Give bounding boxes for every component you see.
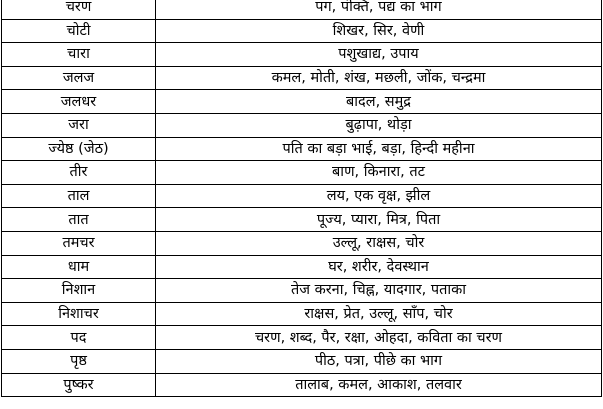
word-cell: चोटी: [2, 19, 156, 43]
meaning-cell: तालाब, कमल, आकाश, तलवार: [156, 373, 602, 397]
meaning-cell: राक्षस, प्रेत, उल्लू, साँप, चोर: [156, 302, 602, 326]
word-cell: तीर: [2, 161, 156, 185]
meaning-cell: पति का बड़ा भाई, बड़ा, हिन्दी महीना: [156, 137, 602, 161]
word-cell: पद: [2, 326, 156, 350]
table-row: [2, 137, 602, 161]
table-row: [2, 90, 602, 114]
table-row: [2, 231, 602, 255]
meaning-cell: शिखर, सिर, वेणी: [156, 19, 602, 43]
table-row: [2, 43, 602, 67]
meaning-cell: तेज करना, चिह्न, यादगार, पताका: [156, 279, 602, 303]
word-cell: ज्येष्ठ (जेठ): [2, 137, 156, 161]
word-cell: तात: [2, 208, 156, 232]
table-row: [2, 373, 602, 397]
meaning-cell: उल्लू, राक्षस, चोर: [156, 231, 602, 255]
meaning-cell: पीठ, पत्रा, पीछे का भाग: [156, 349, 602, 373]
meaning-cell: लय, एक वृक्ष, झील: [156, 184, 602, 208]
word-cell: तमचर: [2, 231, 156, 255]
meaning-cell: बादल, समुद्र: [156, 90, 602, 114]
word-meaning-table: [1, 0, 602, 397]
word-cell: जलधर: [2, 90, 156, 114]
table-row: [2, 255, 602, 279]
word-cell: निशान: [2, 279, 156, 303]
word-cell: निशाचर: [2, 302, 156, 326]
word-cell: जलज: [2, 66, 156, 90]
table-row: [2, 66, 602, 90]
word-cell: धाम: [2, 255, 156, 279]
word-cell: पृष्ठ: [2, 349, 156, 373]
table-row: [2, 19, 602, 43]
meaning-cell: घर, शरीर, देवस्थान: [156, 255, 602, 279]
table-row: [2, 0, 602, 19]
meaning-cell: बाण, किनारा, तट: [156, 161, 602, 185]
word-cell: चारा: [2, 43, 156, 67]
table-row: [2, 113, 602, 137]
word-cell: चरण: [2, 0, 156, 19]
word-cell: पुष्कर: [2, 373, 156, 397]
meaning-cell: पूज्य, प्यारा, मित्र, पिता: [156, 208, 602, 232]
table-row: [2, 208, 602, 232]
table-row: [2, 279, 602, 303]
meaning-cell: पशुखाद्य, उपाय: [156, 43, 602, 67]
meaning-cell: कमल, मोती, शंख, मछली, जोंक, चन्द्रमा: [156, 66, 602, 90]
meaning-cell: चरण, शब्द, पैर, रक्षा, ओहदा, कविता का चरण: [156, 326, 602, 350]
meaning-cell: बुढ़ापा, थोड़ा: [156, 113, 602, 137]
table-row: [2, 184, 602, 208]
word-cell: ताल: [2, 184, 156, 208]
table-row: [2, 302, 602, 326]
table-row: [2, 349, 602, 373]
meaning-cell: पग, पंक्ति, पद्य का भाग: [156, 0, 602, 19]
table-row: [2, 326, 602, 350]
word-cell: जरा: [2, 113, 156, 137]
table-row: [2, 161, 602, 185]
